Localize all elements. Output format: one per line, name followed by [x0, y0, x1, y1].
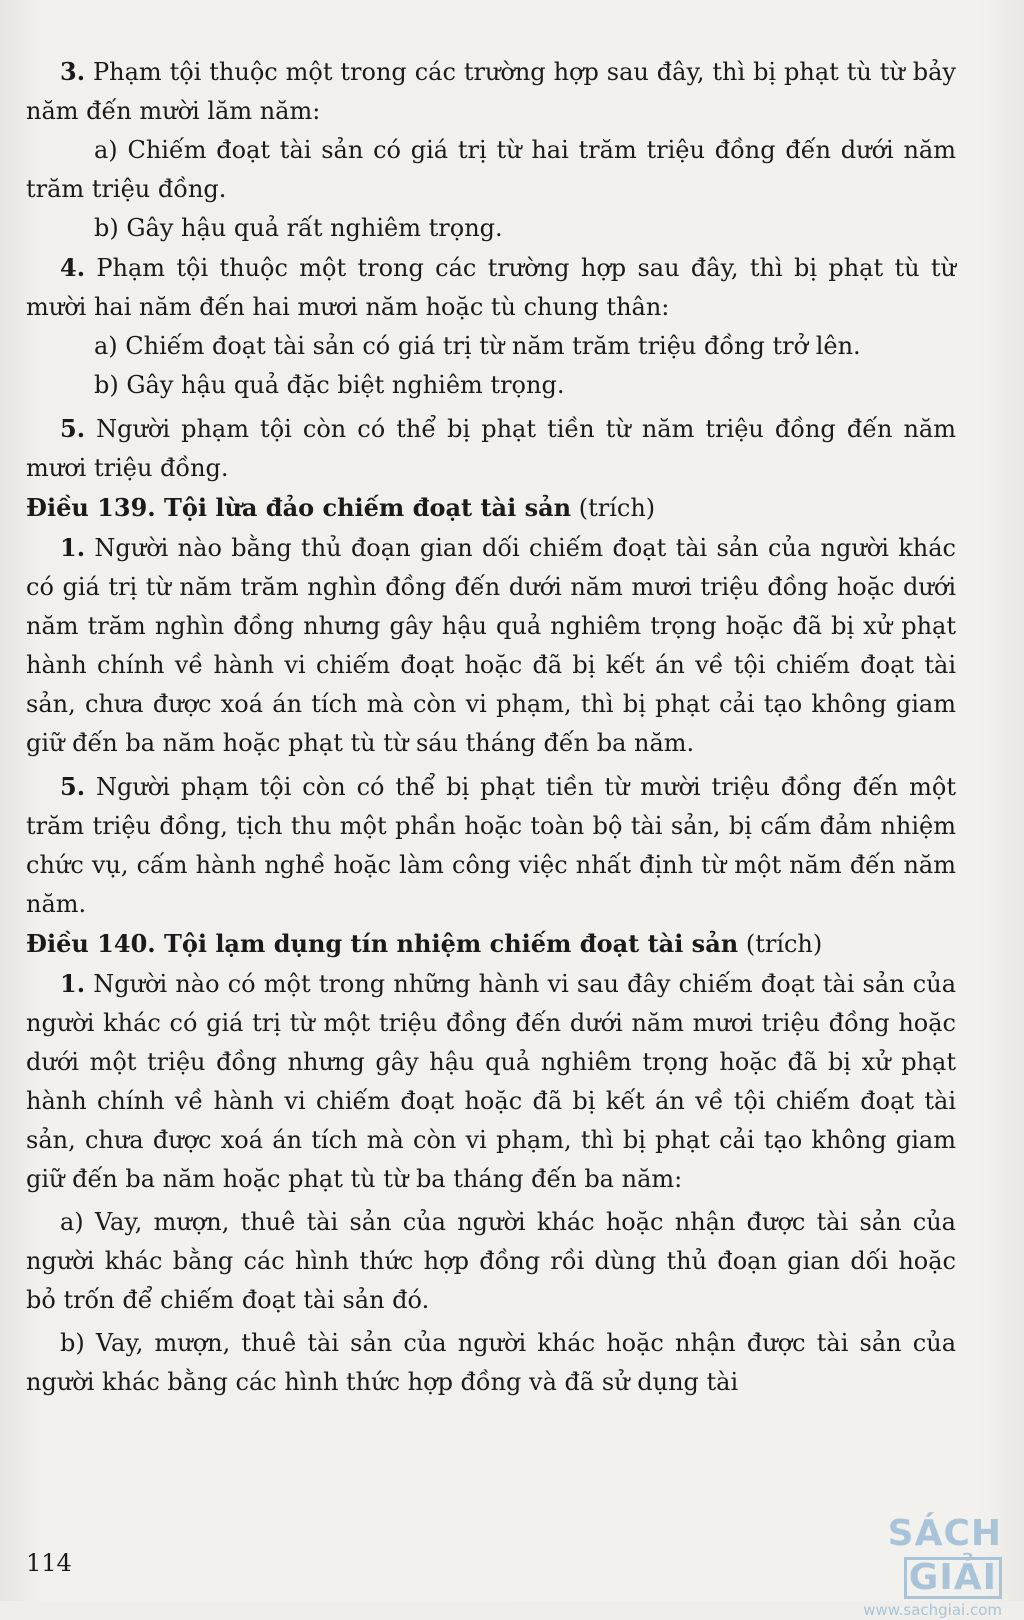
- page-content: [26, 52, 956, 1402]
- clause-text: Phạm tội thuộc một trong các trường hợp sau đây, thì bị phạt tù từ bảy năm đến mười lăm năm:: [26, 58, 956, 125]
- clause-number: 4.: [60, 253, 86, 282]
- article-140-heading: [26, 924, 956, 964]
- clause-number: 1.: [60, 533, 86, 562]
- watermark-url: www.sachgiai.com: [863, 1601, 1002, 1619]
- sub-clause-b: b) Gây hậu quả đặc biệt nghiêm trọng.: [94, 371, 565, 399]
- article-title: Điều 140. Tội lạm dụng tín nhiệm chiếm đoạt tài sản: [26, 929, 739, 958]
- clause-text: Người phạm tội còn có thể bị phạt tiền từ năm triệu đồng đến năm mươi triệu đồng.: [26, 415, 956, 482]
- paragraph-clause-3: [26, 52, 956, 131]
- paragraph-clause-1: [26, 964, 956, 1199]
- sub-clause-a: a) Chiếm đoạt tài sản có giá trị từ năm trăm triệu đồng trở lên.: [94, 332, 861, 360]
- clause-number: 1.: [60, 969, 86, 998]
- paragraph-clause-5: [26, 409, 956, 488]
- clause-number: 5.: [60, 414, 86, 443]
- sub-clause-a: a) Chiếm đoạt tài sản có giá trị từ hai trăm triệu đồng đến dưới năm trăm triệu đồng.: [26, 136, 956, 203]
- paragraph-clause-1: [26, 528, 956, 763]
- watermark: [802, 1512, 1002, 1620]
- article-suffix: (trích): [571, 494, 656, 522]
- article-title: Điều 139. Tội lừa đảo chiếm đoạt tài sản: [26, 493, 572, 522]
- watermark-logo-left: SÁCH: [887, 1513, 1002, 1554]
- watermark-logo: [802, 1512, 1002, 1600]
- clause-text: Người nào bằng thủ đoạn gian dối chiếm đoạt tài sản của người khác có giá trị từ năm trăm nghìn đồng đến dưới năm mươi triệu đồng hoặc dưới năm trăm nghìn đồng nhưng gây hậu quả nghiêm trọng hoặc đã bị xử phạt hành chính về hành vi chiếm đoạt hoặc đã bị kết án về tội chiếm đoạt tài sản, chưa được xoá án tích mà còn vi phạm, thì bị phạt cải tạo không giam giữ đến ba năm hoặc phạt tù từ sáu tháng đến ba năm.: [26, 534, 956, 757]
- paragraph-clause-4: [26, 248, 956, 327]
- sub-clause-b: b) Gây hậu quả rất nghiêm trọng.: [94, 214, 503, 242]
- paragraph-clause-5: [26, 767, 956, 924]
- clause-text: Phạm tội thuộc một trong các trường hợp sau đây, thì bị phạt tù từ mười hai năm đến hai mươi năm hoặc tù chung thân:: [26, 254, 956, 321]
- clause-text: Người nào có một trong những hành vi sau đây chiếm đoạt tài sản của người khác có giá trị từ một triệu đồng đến dưới năm mươi triệu đồng hoặc dưới một triệu đồng nhưng gây hậu quả nghiêm trọng hoặc đã bị xử phạt hành chính về hành vi chiếm đoạt hoặc đã bị kết án về tội chiếm đoạt tài sản, chưa được xoá án tích mà còn vi phạm, thì bị phạt cải tạo không giam giữ đến ba năm hoặc phạt tù từ ba tháng đến ba năm:: [26, 970, 956, 1193]
- article-139-heading: [26, 488, 956, 528]
- clause-number: 3.: [60, 57, 86, 86]
- clause-text: Người phạm tội còn có thể bị phạt tiền từ mười triệu đồng đến một trăm triệu đồng, tịch thu một phần hoặc toàn bộ tài sản, bị cấm đảm nhiệm chức vụ, cấm hành nghề hoặc làm công việc nhất định từ một năm đến năm năm.: [26, 773, 956, 918]
- sub-paragraph-b: b) Vay, mượn, thuê tài sản của người khác hoặc nhận được tài sản của người khác bằng các hình thức hợp đồng và đã sử dụng tài: [26, 1329, 956, 1396]
- page-number: 114: [26, 1549, 72, 1577]
- watermark-logo-boxed: GIẢI: [904, 1557, 1002, 1599]
- clause-number: 5.: [60, 772, 86, 801]
- article-suffix: (trích): [738, 930, 823, 958]
- sub-paragraph-a: a) Vay, mượn, thuê tài sản của người khác hoặc nhận được tài sản của người khác bằng các hình thức hợp đồng rồi dùng thủ đoạn gian dối hoặc bỏ trốn để chiếm đoạt tài sản đó.: [26, 1208, 956, 1314]
